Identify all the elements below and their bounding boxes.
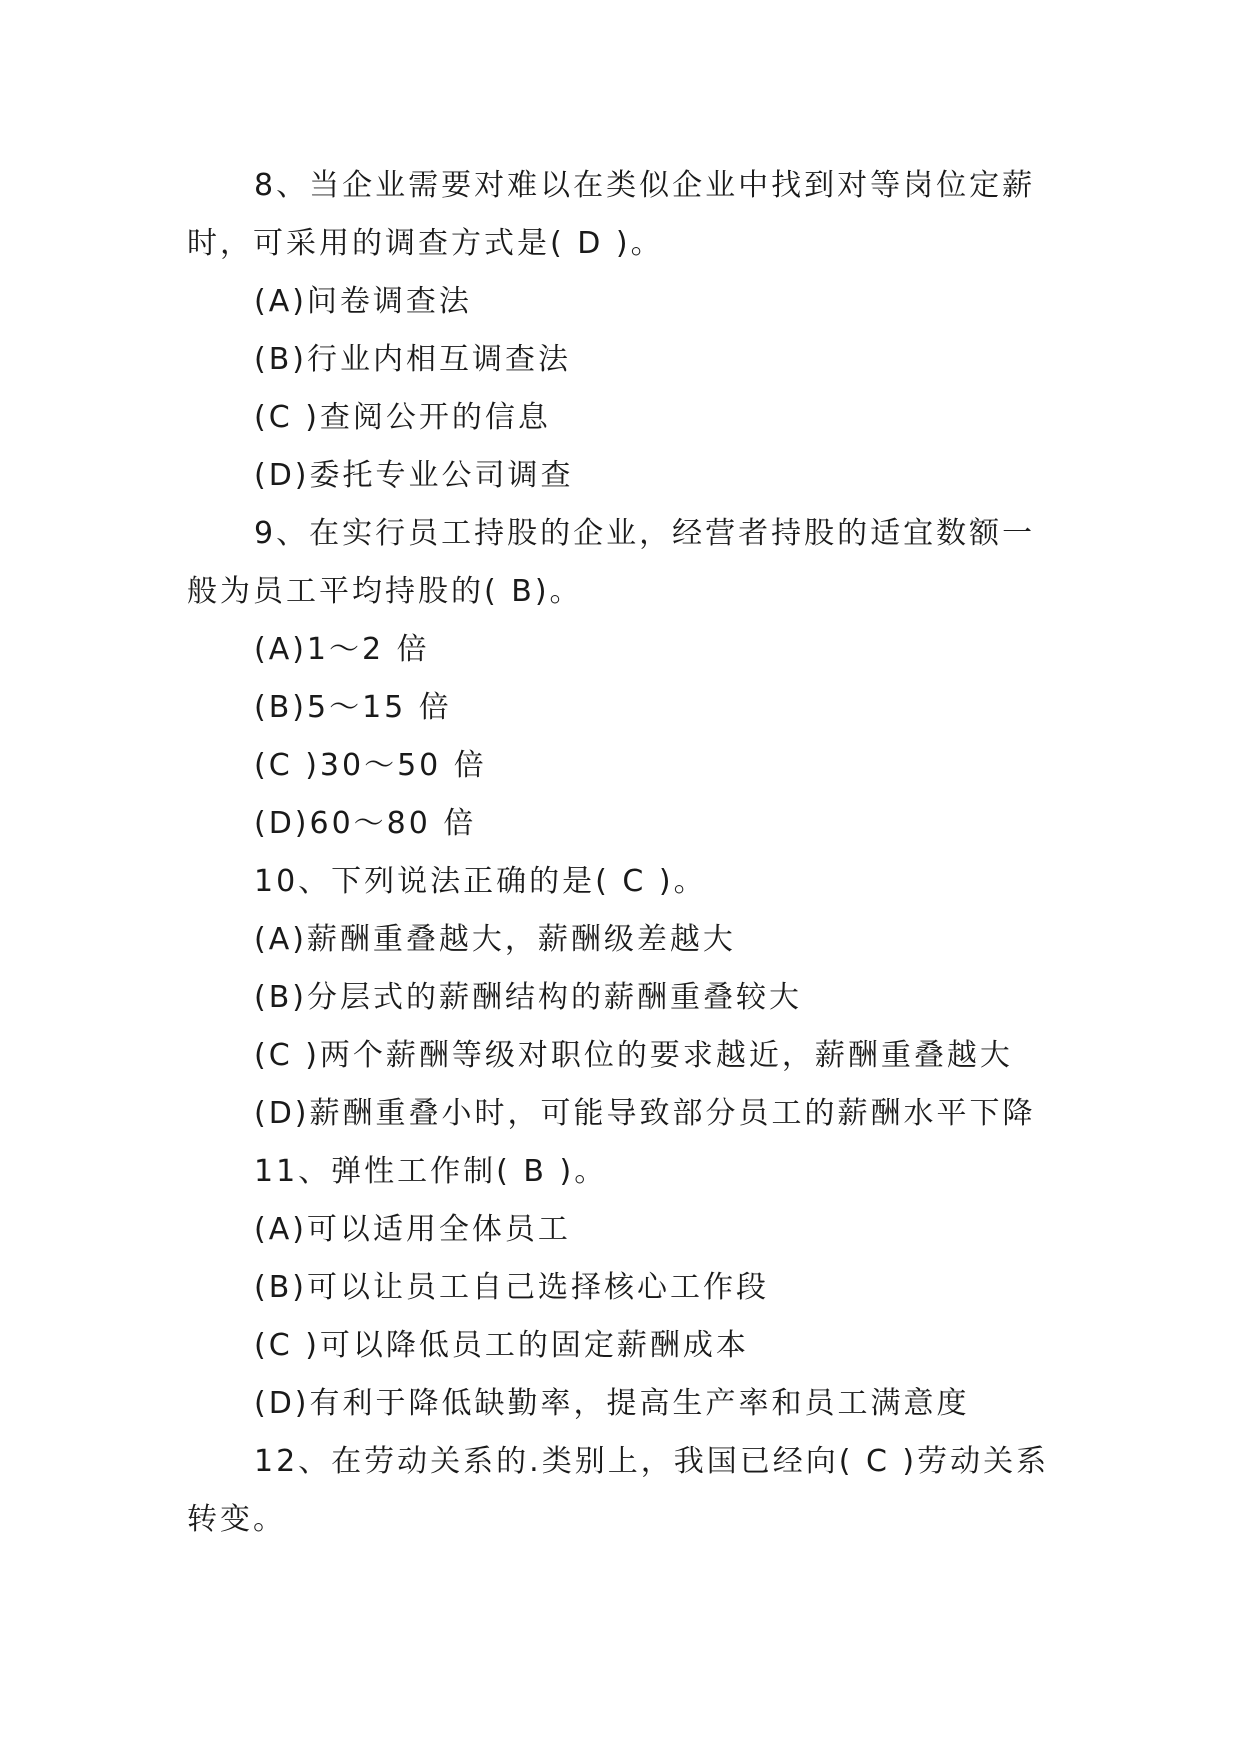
q9-option-a: (A)1～2 倍 [254,632,430,667]
q8-option-a: (A)问卷调查法 [254,284,472,319]
q8-option-d: (D)委托专业公司调查 [254,458,574,493]
q8-stem-line2: 时，可采用的调查方式是( D )。 [187,226,664,261]
q11-option-b: (B)可以让员工自己选择核心工作段 [254,1270,769,1305]
q10-stem: 10、下列说法正确的是( C )。 [254,864,707,899]
q9-option-c: (C )30～50 倍 [254,748,487,783]
q11-option-d: (D)有利于降低缺勤率，提高生产率和员工满意度 [254,1386,970,1421]
q10-option-b: (B)分层式的薪酬结构的薪酬重叠较大 [254,980,802,1015]
q9-stem-line1: 9、在实行员工持股的企业，经营者持股的适宜数额一 [254,516,1036,551]
q12-stem-line2: 转变。 [187,1502,286,1537]
q8-stem-line1: 8、当企业需要对难以在类似企业中找到对等岗位定薪 [254,168,1036,203]
q11-stem: 11、弹性工作制( B )。 [254,1154,608,1189]
q9-option-b: (B)5～15 倍 [254,690,452,725]
q10-option-a: (A)薪酬重叠越大，薪酬级差越大 [254,922,736,957]
q11-option-a: (A)可以适用全体员工 [254,1212,571,1247]
q10-option-d: (D)薪酬重叠小时，可能导致部分员工的薪酬水平下降 [254,1096,1036,1131]
q8-option-c: (C )查阅公开的信息 [254,400,551,435]
document-body [187,157,1057,1549]
q8-option-b: (B)行业内相互调查法 [254,342,571,377]
q9-option-d: (D)60～80 倍 [254,806,477,841]
q10-option-c: (C )两个薪酬等级对职位的要求越近，薪酬重叠越大 [254,1038,1013,1073]
q12-stem-line1: 12、在劳动关系的.类别上，我国已经向( C )劳动关系 [254,1444,1050,1479]
q9-stem-line2: 般为员工平均持股的( B)。 [187,574,583,609]
q11-option-c: (C )可以降低员工的固定薪酬成本 [254,1328,749,1363]
